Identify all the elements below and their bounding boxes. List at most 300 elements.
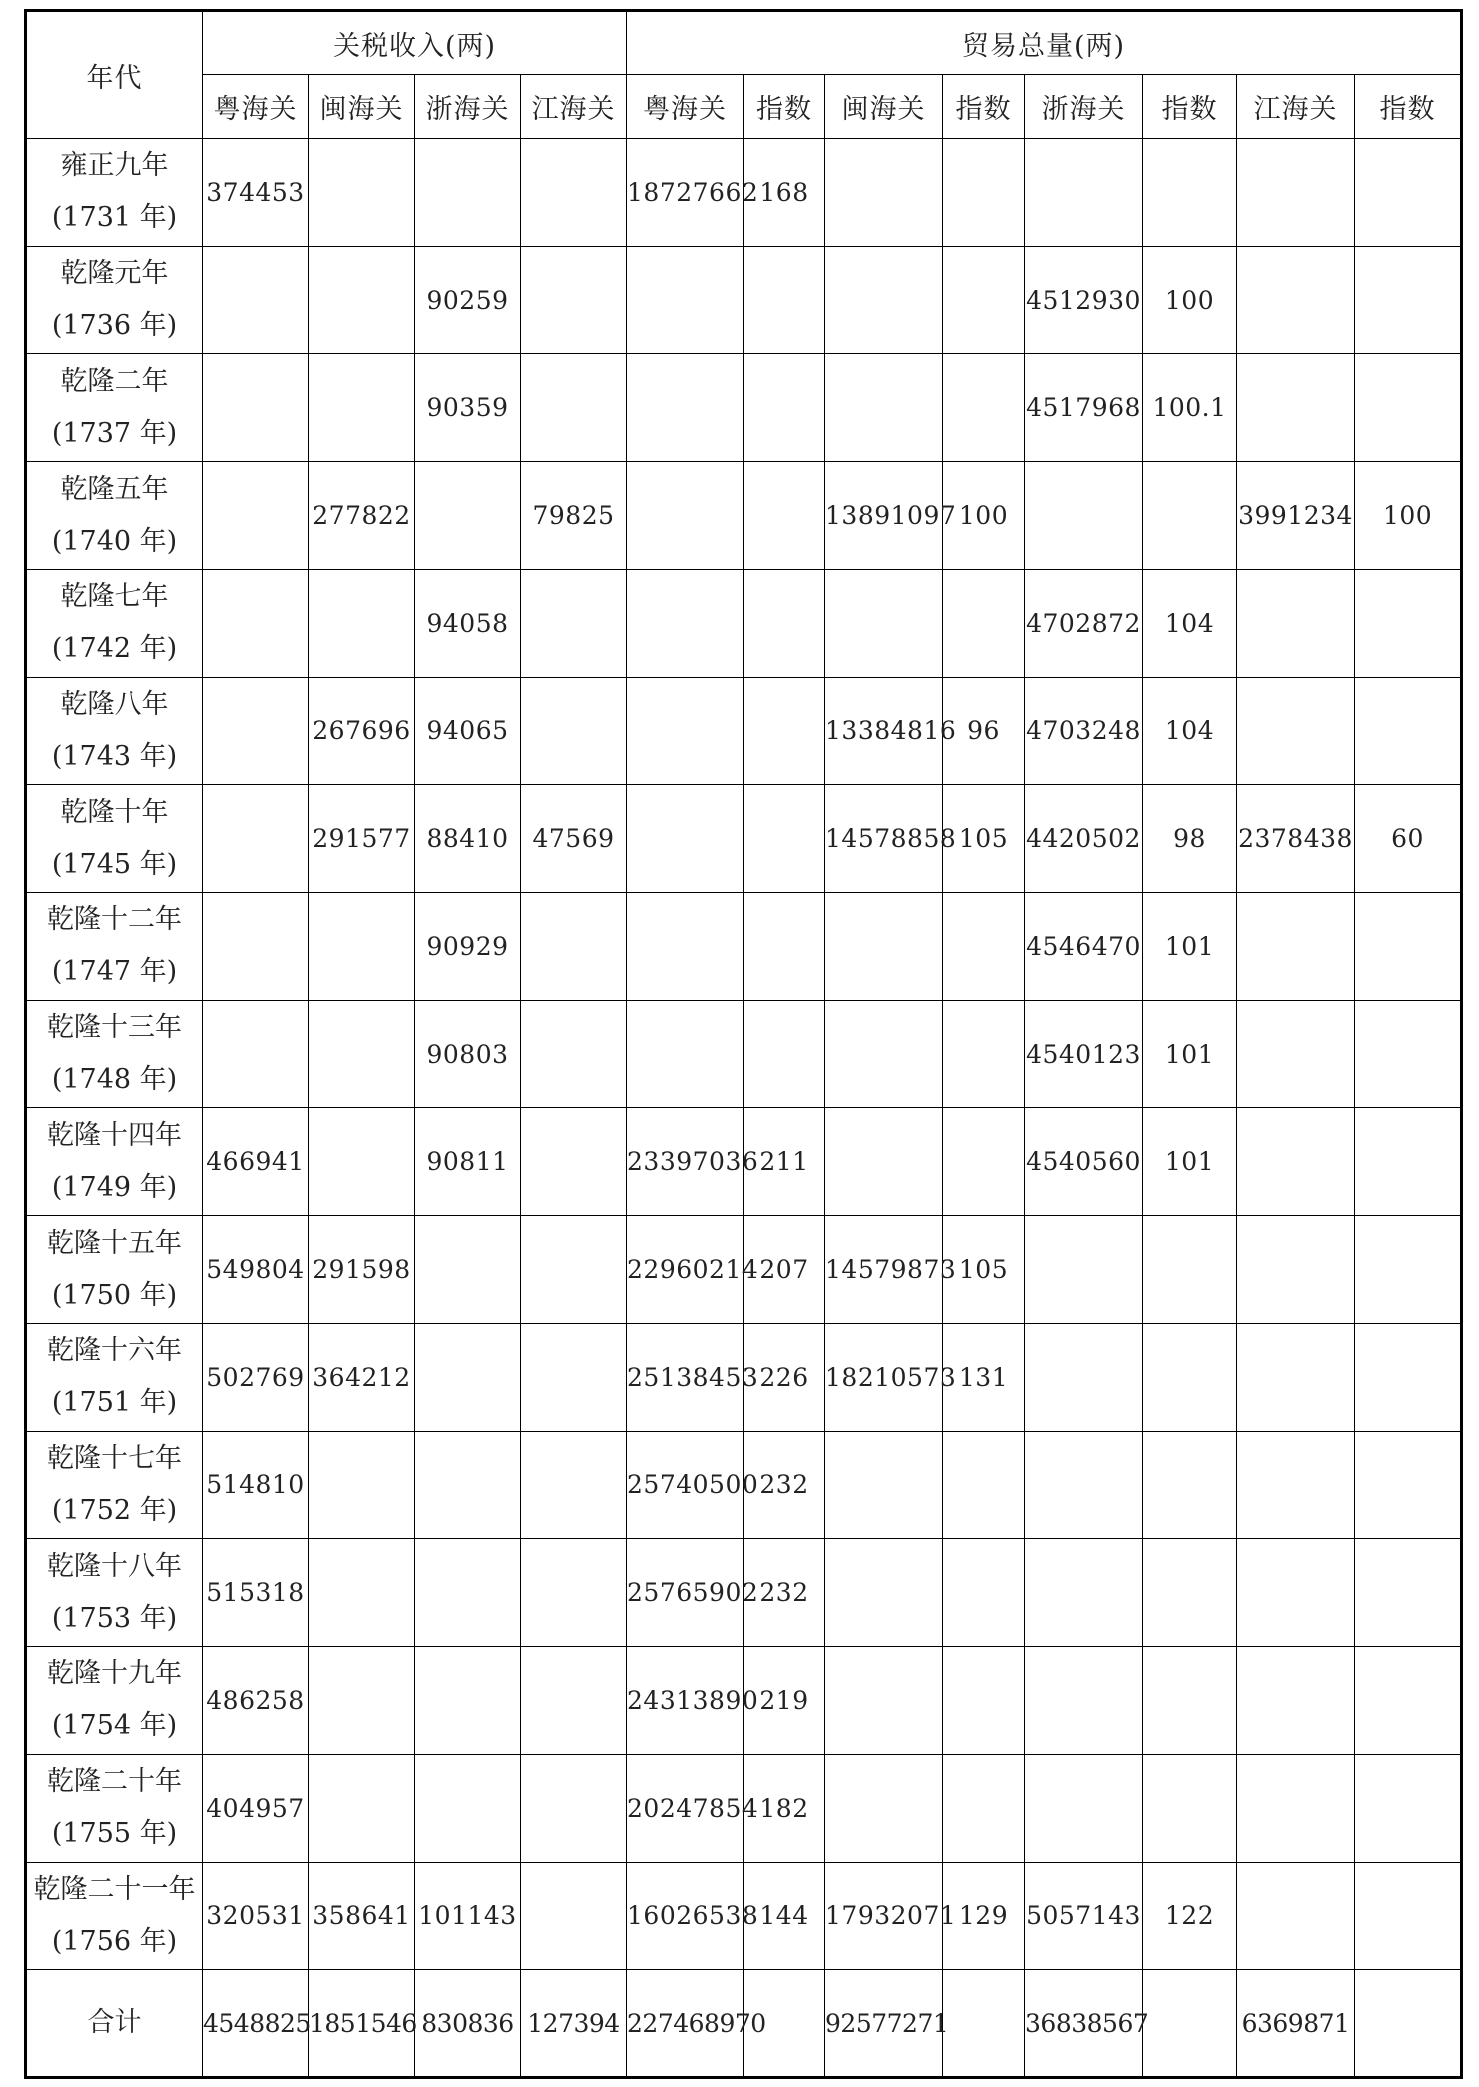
year-cell — [26, 1000, 203, 1108]
trade-cell — [1237, 893, 1355, 1001]
trade-cell — [1025, 462, 1143, 570]
index-cell: 207 — [744, 1216, 825, 1324]
customs-revenue-cell — [309, 139, 415, 247]
era-name: 乾隆七年 — [60, 581, 169, 613]
customs-revenue-cell: 94065 — [415, 677, 521, 785]
total-trade-cell: 92577271 — [825, 1970, 943, 2078]
era-name: 乾隆十年 — [60, 796, 169, 828]
index-cell — [1355, 1431, 1462, 1539]
index-cell: 104 — [1143, 569, 1237, 677]
index-cell — [943, 1431, 1025, 1539]
trade-cell: 4420502 — [1025, 785, 1143, 893]
year-cell — [26, 1108, 203, 1216]
era-name: 乾隆二年 — [60, 365, 169, 397]
trade-cell — [627, 1000, 744, 1108]
index-cell — [744, 785, 825, 893]
trade-cell — [1237, 1754, 1355, 1862]
index-cell: 105 — [943, 1216, 1025, 1324]
trade-cell: 13384816 — [825, 677, 943, 785]
customs-revenue-cell: 90259 — [415, 246, 521, 354]
gregorian-year: (1756 年) — [51, 1925, 178, 1957]
customs-revenue-cell — [415, 1323, 521, 1431]
index-cell — [744, 569, 825, 677]
trade-cell: 18727662 — [627, 139, 744, 247]
index-cell: 168 — [744, 139, 825, 247]
customs-revenue-cell — [521, 1431, 627, 1539]
index-cell — [1355, 1539, 1462, 1647]
customs-revenue-cell — [521, 1000, 627, 1108]
index-col-header: 指数 — [1355, 75, 1462, 139]
trade-cell: 17932071 — [825, 1862, 943, 1970]
year-cell — [26, 569, 203, 677]
index-cell: 104 — [1143, 677, 1237, 785]
customs-revenue-cell — [309, 1754, 415, 1862]
era-name: 乾隆二十年 — [47, 1766, 182, 1798]
index-cell — [1355, 677, 1462, 785]
trade-cell — [1025, 1754, 1143, 1862]
customs-revenue-cell — [415, 1431, 521, 1539]
index-cell: 122 — [1143, 1862, 1237, 1970]
index-cell: 96 — [943, 677, 1025, 785]
total-index-cell — [1355, 1970, 1462, 2078]
customs-revenue-cell — [521, 1539, 627, 1647]
customs-revenue-cell — [203, 354, 309, 462]
customs-revenue-cell — [521, 246, 627, 354]
index-cell: 101 — [1143, 893, 1237, 1001]
customs-revenue-cell: 101143 — [415, 1862, 521, 1970]
total-trade-cell: 227468970 — [627, 1970, 744, 2078]
trade-cell: 5057143 — [1025, 1862, 1143, 1970]
trade-cell — [1025, 1647, 1143, 1755]
gregorian-year: (1755 年) — [51, 1818, 178, 1850]
customs-revenue-cell — [309, 246, 415, 354]
trade-cell — [825, 1647, 943, 1755]
year-cell — [26, 893, 203, 1001]
trade-cell — [1237, 1216, 1355, 1324]
trade-col-header: 闽海关 — [825, 75, 943, 139]
customs-revenue-cell — [309, 1539, 415, 1647]
table-row — [26, 1000, 1462, 1108]
customs-revenue-cell — [203, 785, 309, 893]
table-row — [26, 354, 1462, 462]
index-cell — [1355, 1647, 1462, 1755]
gregorian-year: (1753 年) — [51, 1602, 178, 1634]
table-row — [26, 1647, 1462, 1755]
trade-cell — [825, 246, 943, 354]
customs-revenue-cell — [521, 1108, 627, 1216]
trade-cell: 14579873 — [825, 1216, 943, 1324]
index-col-header: 指数 — [744, 75, 825, 139]
customs-revenue-cell — [203, 893, 309, 1001]
customs-revenue-cell: 549804 — [203, 1216, 309, 1324]
year-cell — [26, 246, 203, 354]
era-name: 雍正九年 — [60, 150, 169, 182]
customs-col-header: 浙海关 — [415, 75, 521, 139]
customs-revenue-cell — [203, 246, 309, 354]
table-body — [26, 139, 1462, 2078]
index-cell — [1355, 569, 1462, 677]
customs-revenue-cell — [309, 1000, 415, 1108]
gregorian-year: (1742 年) — [51, 633, 178, 665]
trade-cell — [627, 246, 744, 354]
index-cell: 60 — [1355, 785, 1462, 893]
index-cell — [943, 1000, 1025, 1108]
trade-cell: 4512930 — [1025, 246, 1143, 354]
customs-revenue-cell — [309, 1431, 415, 1539]
trade-cell: 14578858 — [825, 785, 943, 893]
index-cell — [1143, 1539, 1237, 1647]
index-cell — [943, 1539, 1025, 1647]
gregorian-year: (1749 年) — [51, 1171, 178, 1203]
index-cell — [943, 354, 1025, 462]
index-cell — [943, 139, 1025, 247]
customs-revenue-cell: 90811 — [415, 1108, 521, 1216]
customs-revenue-cell — [521, 1323, 627, 1431]
gregorian-year: (1748 年) — [51, 1064, 178, 1096]
era-name: 乾隆十八年 — [47, 1550, 182, 1582]
trade-cell — [1025, 1323, 1143, 1431]
gregorian-year: (1752 年) — [51, 1494, 178, 1526]
trade-cell: 25138453 — [627, 1323, 744, 1431]
trade-cell: 13891097 — [825, 462, 943, 570]
index-cell — [1355, 1216, 1462, 1324]
year-cell — [26, 1754, 203, 1862]
trade-cell — [825, 893, 943, 1001]
index-cell — [1355, 893, 1462, 1001]
trade-cell: 4517968 — [1025, 354, 1143, 462]
customs-revenue-cell — [415, 1647, 521, 1755]
index-cell — [1355, 1862, 1462, 1970]
gregorian-year: (1737 年) — [51, 417, 178, 449]
gregorian-year: (1750 年) — [51, 1279, 178, 1311]
trade-cell — [1237, 1108, 1355, 1216]
customs-revenue-cell — [203, 569, 309, 677]
gregorian-year: (1751 年) — [51, 1387, 178, 1419]
index-cell: 182 — [744, 1754, 825, 1862]
table-row — [26, 677, 1462, 785]
index-cell — [744, 677, 825, 785]
index-cell — [1355, 354, 1462, 462]
index-cell: 219 — [744, 1647, 825, 1755]
header-row-columns — [26, 75, 1462, 139]
customs-revenue-cell: 364212 — [309, 1323, 415, 1431]
index-cell — [1355, 1108, 1462, 1216]
total-customs-cell: 1851546 — [309, 1970, 415, 2078]
index-cell: 100.1 — [1143, 354, 1237, 462]
table-row — [26, 1431, 1462, 1539]
customs-revenue-cell — [309, 569, 415, 677]
customs-revenue-cell — [415, 139, 521, 247]
gregorian-year: (1731 年) — [51, 202, 178, 234]
index-cell — [744, 246, 825, 354]
trade-cell — [627, 354, 744, 462]
customs-revenue-cell: 90929 — [415, 893, 521, 1001]
index-cell: 101 — [1143, 1000, 1237, 1108]
gregorian-year: (1736 年) — [51, 310, 178, 342]
table-row — [26, 1539, 1462, 1647]
index-cell: 98 — [1143, 785, 1237, 893]
index-cell — [744, 1000, 825, 1108]
gregorian-year: (1740 年) — [51, 525, 178, 557]
era-name: 乾隆十二年 — [47, 904, 182, 936]
customs-revenue-cell — [309, 354, 415, 462]
trade-cell — [1237, 1000, 1355, 1108]
index-cell — [1143, 1431, 1237, 1539]
trade-volume-header: 贸易总量(两) — [627, 11, 1462, 75]
trade-cell: 24313890 — [627, 1647, 744, 1755]
index-cell: 232 — [744, 1431, 825, 1539]
table-row — [26, 1862, 1462, 1970]
total-index-cell — [1143, 1970, 1237, 2078]
trade-cell — [1237, 1431, 1355, 1539]
trade-cell — [627, 677, 744, 785]
trade-cell — [825, 1000, 943, 1108]
year-cell — [26, 1539, 203, 1647]
customs-revenue-header: 关税收入(两) — [203, 11, 627, 75]
trade-cell — [1237, 677, 1355, 785]
customs-revenue-cell — [203, 1000, 309, 1108]
trade-cell — [825, 1108, 943, 1216]
year-cell — [26, 1216, 203, 1324]
trade-cell — [627, 569, 744, 677]
customs-revenue-cell: 47569 — [521, 785, 627, 893]
year-cell — [26, 462, 203, 570]
trade-col-header: 江海关 — [1237, 75, 1355, 139]
trade-cell — [825, 1539, 943, 1647]
customs-revenue-cell: 466941 — [203, 1108, 309, 1216]
total-row — [26, 1970, 1462, 2078]
trade-cell — [1237, 246, 1355, 354]
customs-revenue-cell: 277822 — [309, 462, 415, 570]
total-trade-cell: 36838567 — [1025, 1970, 1143, 2078]
table-row — [26, 1216, 1462, 1324]
trade-cell — [627, 893, 744, 1001]
index-cell — [744, 354, 825, 462]
year-header: 年代 — [26, 11, 203, 139]
header-row-groups — [26, 11, 1462, 75]
table-row — [26, 139, 1462, 247]
trade-cell — [1237, 1862, 1355, 1970]
customs-revenue-cell: 404957 — [203, 1754, 309, 1862]
index-cell — [943, 893, 1025, 1001]
year-cell — [26, 677, 203, 785]
customs-revenue-cell — [521, 893, 627, 1001]
trade-cell — [825, 569, 943, 677]
trade-col-header: 浙海关 — [1025, 75, 1143, 139]
table-row — [26, 462, 1462, 570]
customs-revenue-cell: 291598 — [309, 1216, 415, 1324]
gregorian-year: (1747 年) — [51, 956, 178, 988]
total-customs-cell: 830836 — [415, 1970, 521, 2078]
customs-col-header: 江海关 — [521, 75, 627, 139]
index-cell — [744, 893, 825, 1001]
customs-trade-table — [24, 9, 1463, 2079]
customs-revenue-cell: 90803 — [415, 1000, 521, 1108]
index-cell — [1355, 139, 1462, 247]
gregorian-year: (1754 年) — [51, 1710, 178, 1742]
index-cell — [744, 462, 825, 570]
table-row — [26, 1108, 1462, 1216]
index-cell — [943, 246, 1025, 354]
customs-revenue-cell: 320531 — [203, 1862, 309, 1970]
customs-revenue-cell: 291577 — [309, 785, 415, 893]
customs-revenue-cell: 374453 — [203, 139, 309, 247]
index-cell — [1355, 246, 1462, 354]
customs-revenue-cell — [521, 677, 627, 785]
customs-revenue-cell — [415, 1539, 521, 1647]
era-name: 乾隆十五年 — [47, 1227, 182, 1259]
customs-revenue-cell — [203, 462, 309, 570]
customs-revenue-cell — [521, 1216, 627, 1324]
trade-cell: 4702872 — [1025, 569, 1143, 677]
customs-revenue-cell: 267696 — [309, 677, 415, 785]
index-cell: 211 — [744, 1108, 825, 1216]
year-cell — [26, 1647, 203, 1755]
customs-revenue-cell: 515318 — [203, 1539, 309, 1647]
index-cell — [1143, 1323, 1237, 1431]
trade-cell — [1237, 1323, 1355, 1431]
trade-cell — [1237, 1539, 1355, 1647]
customs-revenue-cell: 486258 — [203, 1647, 309, 1755]
customs-revenue-cell — [203, 677, 309, 785]
customs-revenue-cell — [521, 1862, 627, 1970]
era-name: 乾隆五年 — [60, 473, 169, 505]
trade-cell — [825, 354, 943, 462]
index-cell — [943, 1754, 1025, 1862]
customs-revenue-cell: 358641 — [309, 1862, 415, 1970]
trade-cell: 20247854 — [627, 1754, 744, 1862]
year-cell — [26, 1323, 203, 1431]
index-cell — [1143, 1754, 1237, 1862]
era-name: 乾隆八年 — [60, 688, 169, 720]
index-cell: 101 — [1143, 1108, 1237, 1216]
trade-cell — [1025, 1539, 1143, 1647]
customs-revenue-cell: 514810 — [203, 1431, 309, 1539]
index-cell: 100 — [1355, 462, 1462, 570]
era-name: 乾隆十四年 — [47, 1119, 182, 1151]
gregorian-year: (1745 年) — [51, 848, 178, 880]
customs-revenue-cell: 90359 — [415, 354, 521, 462]
table-row — [26, 246, 1462, 354]
trade-cell — [825, 1754, 943, 1862]
index-cell — [943, 1647, 1025, 1755]
year-cell — [26, 1862, 203, 1970]
index-cell — [943, 1108, 1025, 1216]
index-cell — [943, 569, 1025, 677]
index-cell — [1143, 462, 1237, 570]
index-cell: 131 — [943, 1323, 1025, 1431]
trade-cell — [1237, 139, 1355, 247]
index-cell: 100 — [943, 462, 1025, 570]
trade-cell: 2378438 — [1237, 785, 1355, 893]
customs-revenue-cell — [521, 569, 627, 677]
trade-cell — [627, 462, 744, 570]
total-customs-cell: 127394 — [521, 1970, 627, 2078]
trade-cell: 18210573 — [825, 1323, 943, 1431]
index-col-header: 指数 — [1143, 75, 1237, 139]
customs-revenue-cell — [309, 1108, 415, 1216]
trade-cell — [825, 139, 943, 247]
customs-revenue-cell: 88410 — [415, 785, 521, 893]
customs-revenue-cell — [309, 893, 415, 1001]
year-cell — [26, 354, 203, 462]
total-index-cell — [943, 1970, 1025, 2078]
trade-cell: 22960214 — [627, 1216, 744, 1324]
index-cell: 100 — [1143, 246, 1237, 354]
era-name: 乾隆二十一年 — [33, 1873, 196, 1905]
trade-cell: 16026538 — [627, 1862, 744, 1970]
era-name: 乾隆元年 — [60, 258, 169, 290]
customs-revenue-cell — [521, 139, 627, 247]
customs-revenue-cell — [415, 1216, 521, 1324]
era-name: 乾隆十三年 — [47, 1012, 182, 1044]
trade-cell — [1237, 354, 1355, 462]
year-cell — [26, 785, 203, 893]
customs-revenue-cell: 502769 — [203, 1323, 309, 1431]
customs-revenue-cell: 79825 — [521, 462, 627, 570]
trade-cell: 4546470 — [1025, 893, 1143, 1001]
total-customs-cell: 4548825 — [203, 1970, 309, 2078]
trade-cell: 23397036 — [627, 1108, 744, 1216]
era-name: 乾隆十七年 — [47, 1442, 182, 1474]
year-cell — [26, 139, 203, 247]
trade-cell: 4540123 — [1025, 1000, 1143, 1108]
index-cell — [1143, 139, 1237, 247]
index-cell: 232 — [744, 1539, 825, 1647]
trade-cell: 25765902 — [627, 1539, 744, 1647]
customs-revenue-cell — [521, 1647, 627, 1755]
index-cell — [1143, 1647, 1237, 1755]
table-row — [26, 1323, 1462, 1431]
index-cell — [1355, 1754, 1462, 1862]
index-cell: 105 — [943, 785, 1025, 893]
era-name: 乾隆十九年 — [47, 1658, 182, 1690]
trade-cell — [825, 1431, 943, 1539]
table-row — [26, 785, 1462, 893]
total-trade-cell: 6369871 — [1237, 1970, 1355, 2078]
table-row — [26, 893, 1462, 1001]
trade-cell — [1025, 139, 1143, 247]
table-row — [26, 1754, 1462, 1862]
index-cell: 129 — [943, 1862, 1025, 1970]
trade-cell — [627, 785, 744, 893]
customs-revenue-cell — [521, 354, 627, 462]
index-cell: 226 — [744, 1323, 825, 1431]
index-cell — [1143, 1216, 1237, 1324]
era-name: 乾隆十六年 — [47, 1335, 182, 1367]
total-label: 合计 — [26, 1970, 203, 2078]
year-cell — [26, 1431, 203, 1539]
trade-cell — [1237, 1647, 1355, 1755]
gregorian-year: (1743 年) — [51, 740, 178, 772]
trade-cell: 25740500 — [627, 1431, 744, 1539]
customs-revenue-cell — [309, 1647, 415, 1755]
trade-col-header: 粤海关 — [627, 75, 744, 139]
index-cell — [1355, 1000, 1462, 1108]
trade-cell: 4703248 — [1025, 677, 1143, 785]
customs-col-header: 粤海关 — [203, 75, 309, 139]
customs-revenue-cell: 94058 — [415, 569, 521, 677]
customs-revenue-cell — [415, 462, 521, 570]
index-cell: 144 — [744, 1862, 825, 1970]
customs-revenue-cell — [521, 1754, 627, 1862]
trade-cell — [1025, 1216, 1143, 1324]
table-row — [26, 569, 1462, 677]
index-col-header: 指数 — [943, 75, 1025, 139]
trade-cell — [1025, 1431, 1143, 1539]
customs-revenue-cell — [415, 1754, 521, 1862]
index-cell — [1355, 1323, 1462, 1431]
